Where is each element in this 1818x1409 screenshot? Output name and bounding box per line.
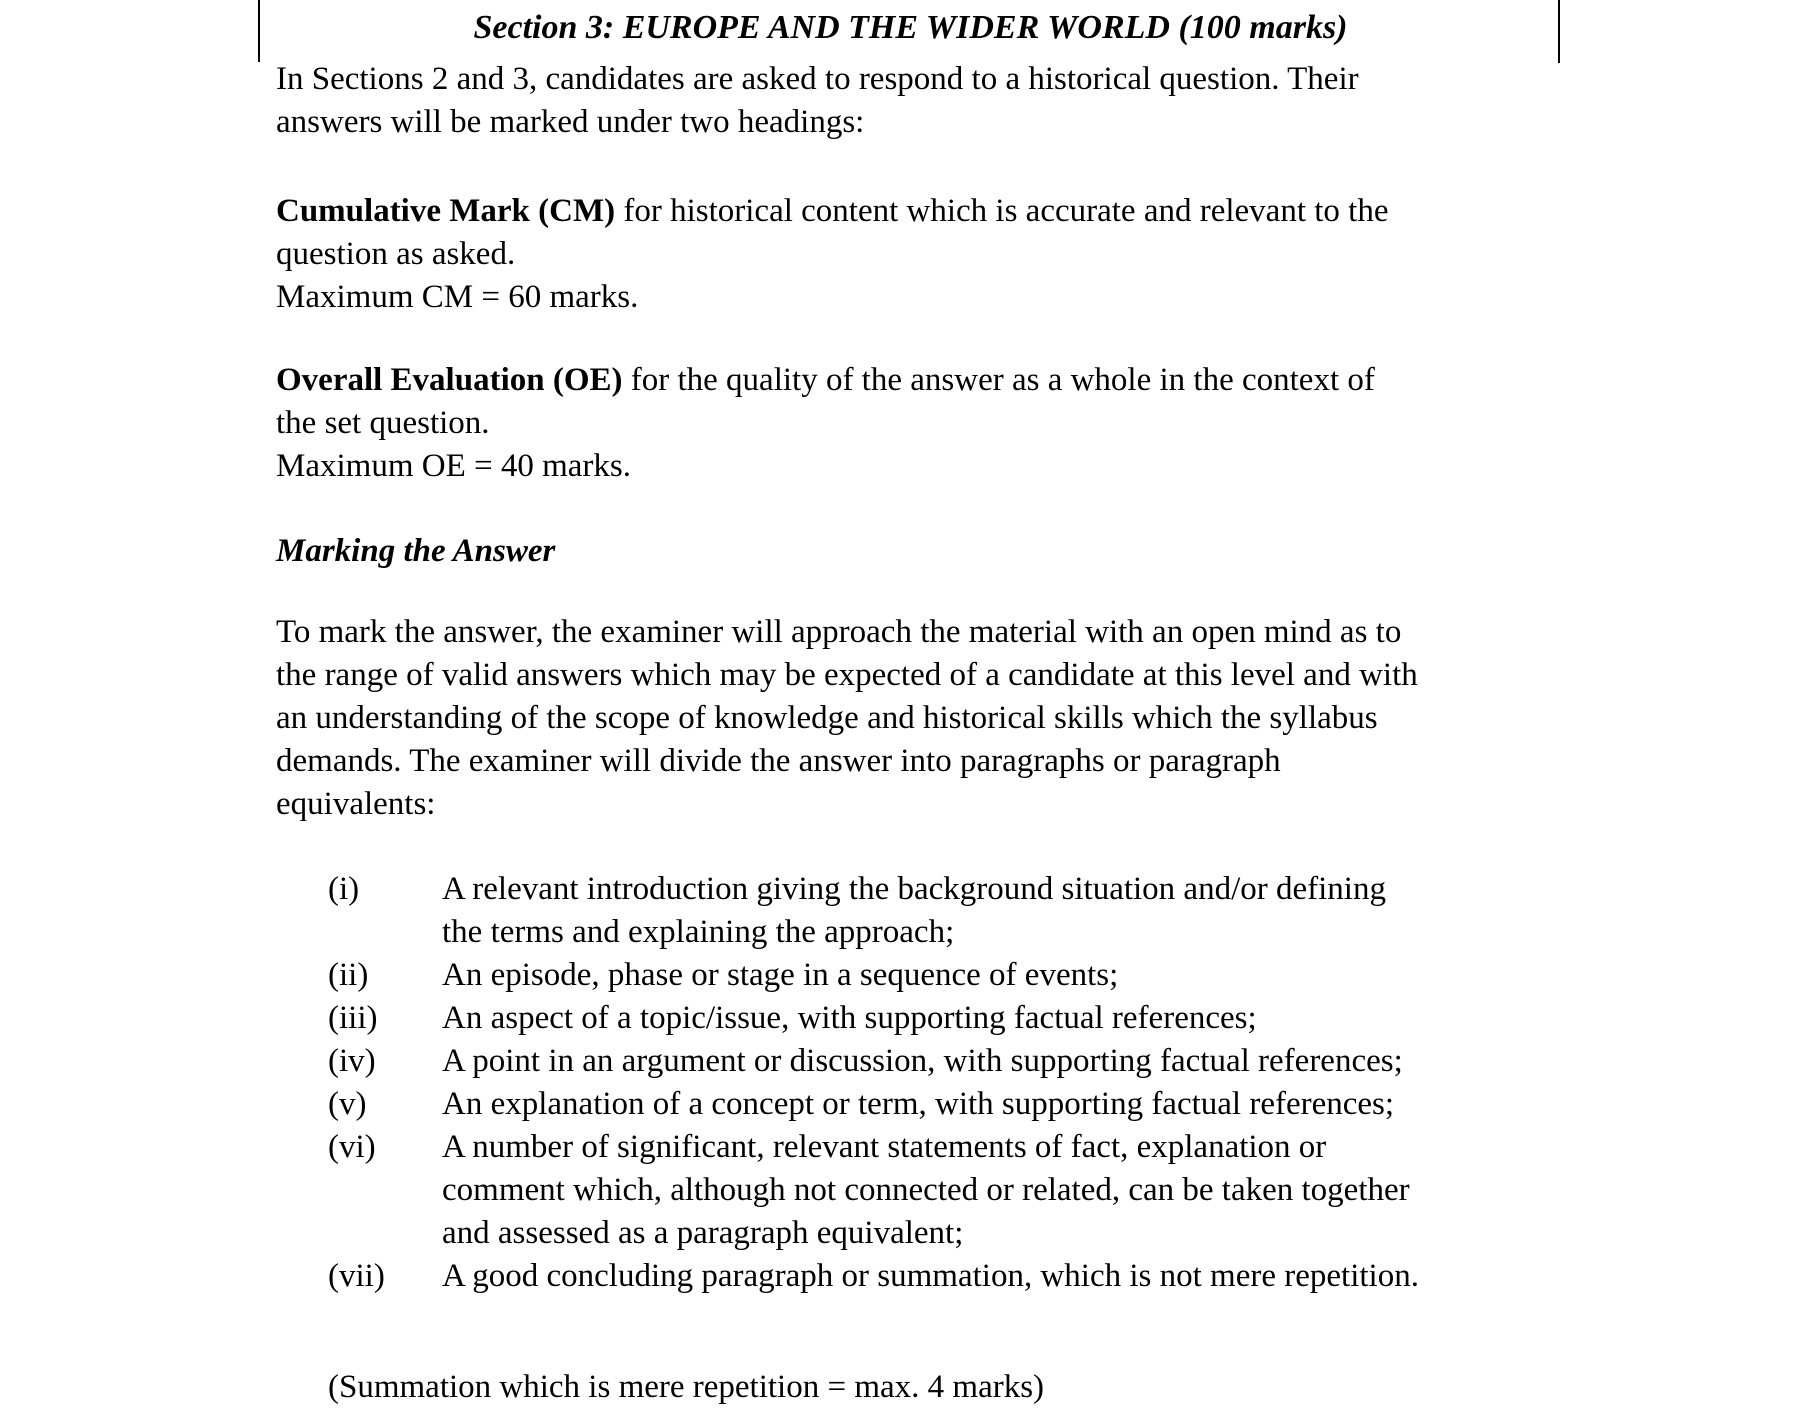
paragraph-line: the terms and explaining the approach; xyxy=(442,914,955,950)
document-content xyxy=(276,6,1545,1409)
marking-subheading: Marking the Answer xyxy=(276,533,556,569)
list-item-label: (vii) xyxy=(328,1258,385,1294)
cumulative-mark-paragraph xyxy=(276,190,1545,319)
list-item-text xyxy=(442,1255,1545,1298)
list-item-text xyxy=(442,1126,1545,1255)
paragraph-line: Maximum CM = 60 marks. xyxy=(276,279,639,315)
paragraph-line: A relevant introduction giving the background situation and/or defining xyxy=(442,871,1386,907)
paragraph-line: A point in an argument or discussion, with supporting factual references; xyxy=(442,1043,1403,1079)
paragraph-line: An episode, phase or stage in a sequence of events; xyxy=(442,957,1119,993)
criteria-list xyxy=(328,868,1545,1298)
paragraph-line: the range of valid answers which may be expected of a candidate at this level and with xyxy=(276,657,1418,693)
list-item-text xyxy=(442,1083,1545,1126)
paragraph-line xyxy=(276,190,1545,233)
paragraph-line: comment which, although not connected or related, can be taken together xyxy=(442,1172,1410,1208)
intro-paragraph xyxy=(276,58,1545,144)
section-heading: Section 3: EUROPE AND THE WIDER WORLD (100 marks) xyxy=(473,9,1348,46)
paragraph-line: An explanation of a concept or term, with supporting factual references; xyxy=(442,1086,1395,1122)
summation-note: (Summation which is mere repetition = max. 4 marks) xyxy=(328,1369,1045,1405)
list-item xyxy=(328,1083,1545,1126)
overall-evaluation-paragraph xyxy=(276,359,1545,488)
list-item-text xyxy=(442,868,1545,954)
cumulative-mark-rest: for historical content which is accurate and relevant to the xyxy=(615,193,1389,229)
list-item-label: (v) xyxy=(328,1086,367,1122)
list-item-text xyxy=(442,997,1545,1040)
paragraph-line: Maximum OE = 40 marks. xyxy=(276,448,631,484)
paragraph-line: the set question. xyxy=(276,405,490,441)
paragraph-line: answers will be marked under two headings: xyxy=(276,104,865,140)
paragraph-line: A good concluding paragraph or summation, which is not mere repetition. xyxy=(442,1258,1419,1294)
list-item xyxy=(328,1040,1545,1083)
overall-evaluation-lead: Overall Evaluation (OE) xyxy=(276,362,623,398)
marking-paragraph xyxy=(276,611,1545,826)
paragraph-line: question as asked. xyxy=(276,236,516,272)
table-border-left-remnant xyxy=(258,0,260,62)
list-item xyxy=(328,1255,1545,1298)
paragraph-line: A number of significant, relevant statements of fact, explanation or xyxy=(442,1129,1327,1165)
cumulative-mark-lead: Cumulative Mark (CM) xyxy=(276,193,616,229)
list-item-label: (i) xyxy=(328,871,360,907)
list-item xyxy=(328,997,1545,1040)
paragraph-line: An aspect of a topic/issue, with supporting factual references; xyxy=(442,1000,1257,1036)
list-item-label: (iii) xyxy=(328,1000,378,1036)
list-item-text xyxy=(442,954,1545,997)
list-item xyxy=(328,954,1545,997)
list-item xyxy=(328,1126,1545,1255)
list-item-label: (ii) xyxy=(328,957,369,993)
list-item-text xyxy=(442,1040,1545,1083)
paragraph-line: an understanding of the scope of knowledge and historical skills which the syllabus xyxy=(276,700,1378,736)
paragraph-line: To mark the answer, the examiner will approach the material with an open mind as to xyxy=(276,614,1402,650)
paragraph-line: equivalents: xyxy=(276,786,436,822)
list-item-label: (iv) xyxy=(328,1043,376,1079)
paragraph-line xyxy=(276,359,1545,402)
paragraph-line: demands. The examiner will divide the answer into paragraphs or paragraph xyxy=(276,743,1281,779)
paragraph-line: and assessed as a paragraph equivalent; xyxy=(442,1215,964,1251)
paragraph-line: In Sections 2 and 3, candidates are asked to respond to a historical question. Their xyxy=(276,61,1359,97)
list-item-label: (vi) xyxy=(328,1129,376,1165)
table-border-right-remnant xyxy=(1558,0,1560,63)
overall-evaluation-rest: for the quality of the answer as a whole in the context of xyxy=(622,362,1375,398)
list-item xyxy=(328,868,1545,954)
